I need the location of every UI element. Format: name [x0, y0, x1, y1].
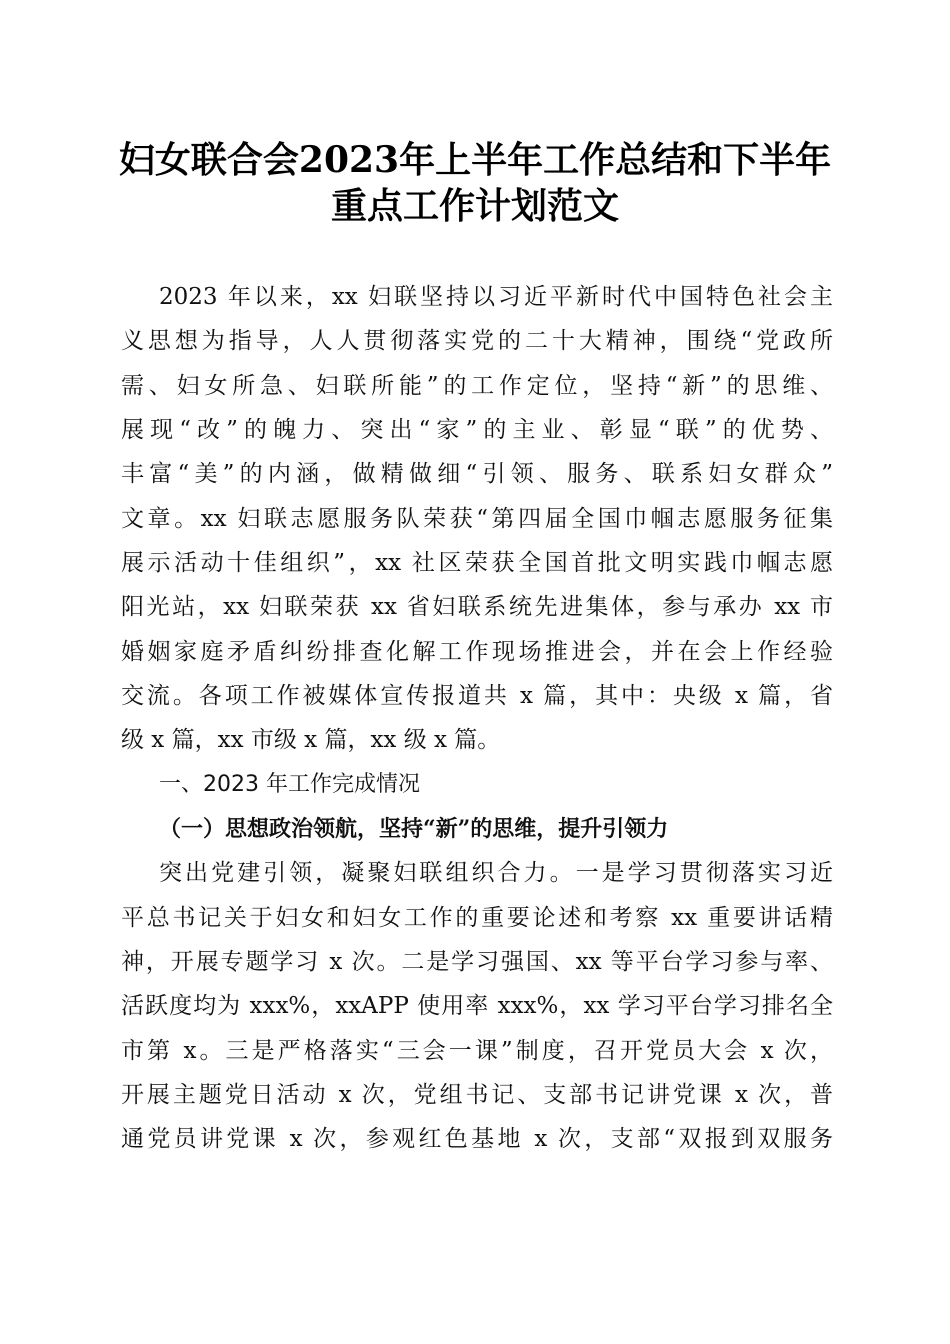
- intro-line: 丰富“美”的内涵，做精做细“引领、服务、联系妇女群众”: [121, 461, 833, 487]
- intro-line: 交流。各项工作被媒体宣传报道共 x 篇，其中：央级 x 篇，省: [121, 683, 833, 709]
- body-line: 突出党建引领，凝聚妇联组织合力。一是学习贯彻落实习近: [159, 860, 833, 886]
- intro-line: 级 x 篇，xx 市级 x 篇，xx 级 x 篇。: [121, 727, 501, 753]
- intro-line: 2023 年以来，xx 妇联坚持以习近平新时代中国特色社会主: [159, 284, 833, 310]
- body-line: 开展主题党日活动 x 次，党组书记、支部书记讲党课 x 次，普: [121, 1082, 833, 1108]
- intro-line: 义思想为指导，人人贯彻落实党的二十大精神，围绕“党政所: [121, 328, 833, 354]
- document-title-line-1: 妇女联合会2023年上半年工作总结和下半年: [118, 139, 832, 181]
- body-line: 活跃度均为 xxx%，xxAPP 使用率 xxx%，xx 学习平台学习排名全: [121, 993, 833, 1019]
- intro-line: 阳光站，xx 妇联荣获 xx 省妇联系统先进集体，参与承办 xx 市: [121, 594, 833, 620]
- body-line: 神，开展专题学习 x 次。二是学习强国、xx 等平台学习参与率、: [121, 949, 833, 975]
- document-title-line-2: 重点工作计划范文: [330, 185, 619, 227]
- intro-line: 文章。xx 妇联志愿服务队荣获“第四届全国巾帼志愿服务征集: [121, 506, 833, 532]
- section-heading: 一、2023 年工作完成情况: [159, 772, 420, 797]
- body-line: 市第 x。三是严格落实“三会一课”制度，召开党员大会 x 次，: [121, 1038, 833, 1064]
- intro-line: 展现“改”的魄力、突出“家”的主业、彰显“联”的优势、: [121, 417, 833, 443]
- intro-line: 需、妇女所急、妇联所能”的工作定位，坚持“新”的思维、: [121, 373, 833, 399]
- intro-line: 婚姻家庭矛盾纠纷排查化解工作现场推进会，并在会上作经验: [121, 639, 833, 665]
- intro-line: 展示活动十佳组织”，xx 社区荣获全国首批文明实践巾帼志愿: [121, 550, 833, 576]
- subsection-heading: （一）思想政治领航，坚持“新”的思维，提升引领力: [159, 816, 669, 842]
- body-line: 平总书记关于妇女和妇女工作的重要论述和考察 xx 重要讲话精: [121, 905, 833, 931]
- body-line: 通党员讲党课 x 次，参观红色基地 x 次，支部“双报到双服务: [121, 1126, 833, 1152]
